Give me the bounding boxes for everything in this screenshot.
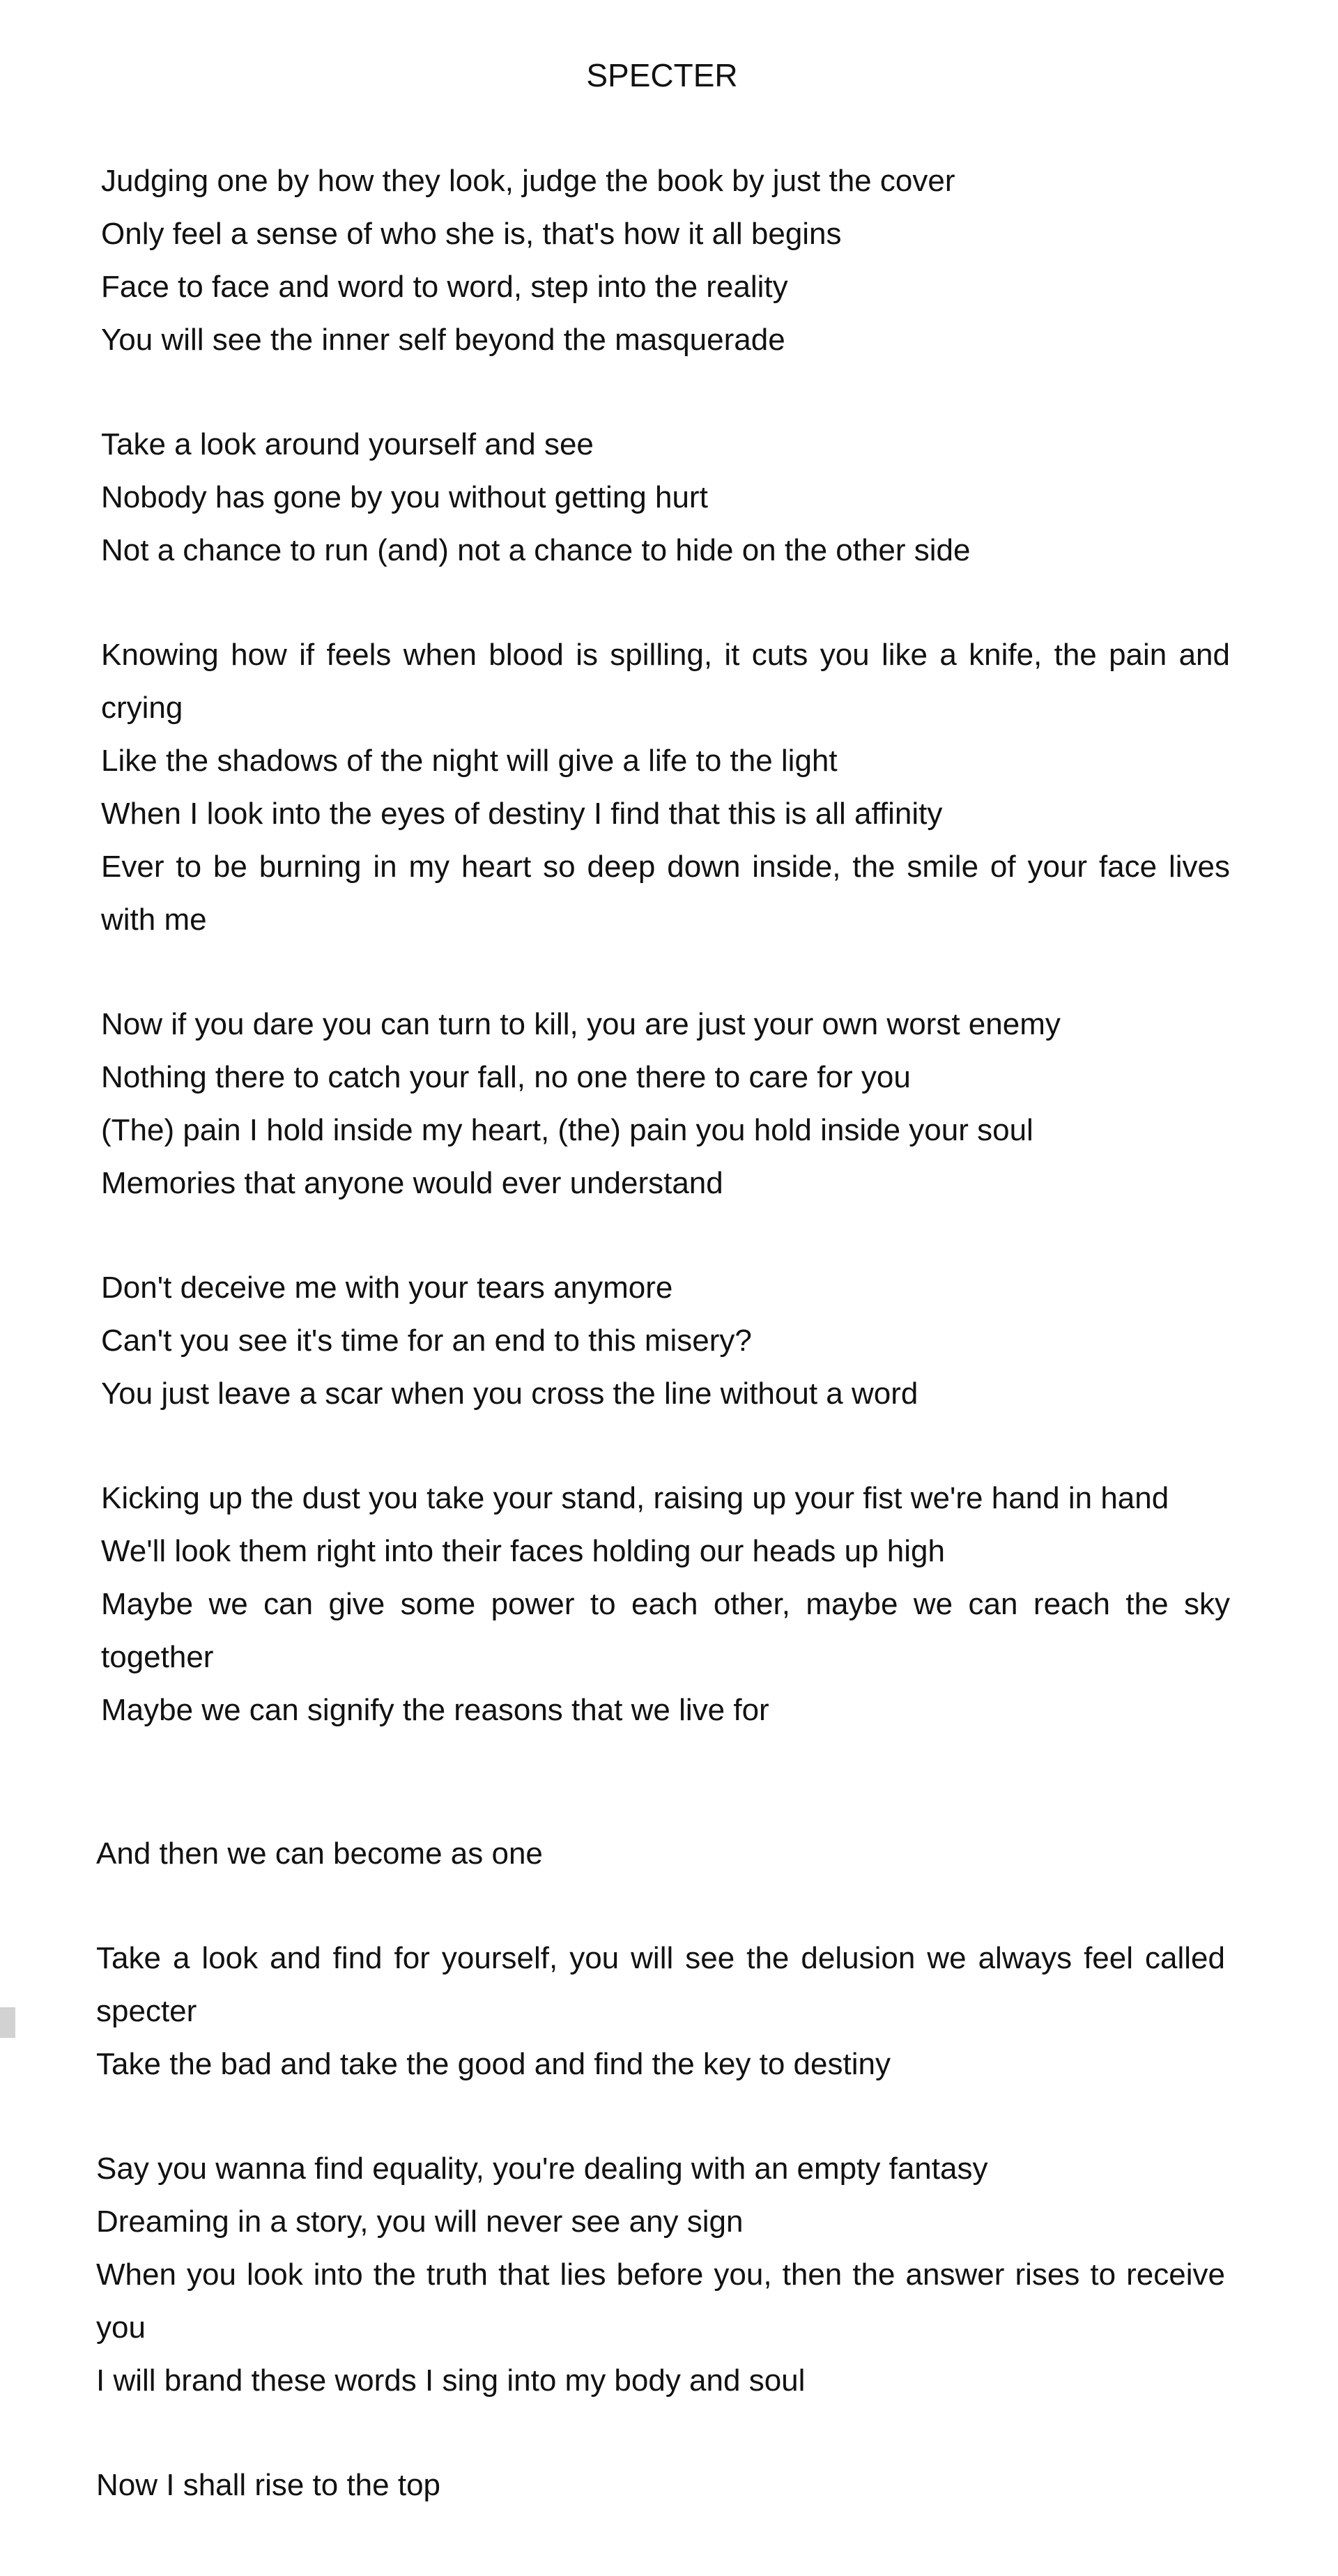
stanza-1 <box>101 155 1230 367</box>
lyric-line: Dreaming in a story, you will never see any sign <box>96 2205 744 2239</box>
lyric-line: Maybe we can give some power to each other, maybe we can reach the sky together <box>101 1587 1230 1674</box>
lyric-line: Say you wanna find equality, you're dealing with an empty fantasy <box>96 2152 988 2186</box>
lyric-line: Can't you see it's time for an end to this misery? <box>101 1324 752 1358</box>
lyric-line: Kicking up the dust you take your stand, raising up your fist we're hand in hand <box>101 1481 1169 1515</box>
lyric-line: Take the bad and take the good and find the key to destiny <box>96 2047 891 2081</box>
lyric-line: Maybe we can signify the reasons that we live for <box>101 1693 769 1727</box>
lyric-line: Knowing how if feels when blood is spilling, it cuts you like a knife, the pain and crying <box>101 638 1230 725</box>
lyric-line: When I look into the eyes of destiny I find that this is all affinity <box>101 797 943 831</box>
lyric-line: Don't deceive me with your tears anymore <box>101 1271 673 1305</box>
lyric-line: Only feel a sense of who she is, that's how it all begins <box>101 217 842 251</box>
stanza-4 <box>101 998 1230 1210</box>
lyric-line: We'll look them right into their faces holding our heads up high <box>101 1534 945 1568</box>
lyric-line: Judging one by how they look, judge the book by just the cover <box>101 164 955 198</box>
lyric-line: Take a look and find for yourself, you will see the delusion we always feel called specter <box>96 1941 1225 2028</box>
lyric-line: Now I shall rise to the top <box>96 2468 441 2502</box>
lyric-line: Take a look around yourself and see <box>101 427 594 461</box>
stanza-2 <box>101 418 1230 577</box>
lyric-line: Memories that anyone would ever understand <box>101 1166 723 1200</box>
lyric-line: (The) pain I hold inside my heart, (the) pain you hold inside your soul <box>101 1113 1033 1147</box>
song-title: SPECTER <box>586 57 738 93</box>
stanza-8 <box>96 1932 1225 2091</box>
stanza-7 <box>96 1827 1225 1880</box>
lyric-line: Nothing there to catch your fall, no one there to care for you <box>101 1060 911 1094</box>
left-edge-marker <box>0 2007 15 2038</box>
lyric-line: Face to face and word to word, step into the reality <box>101 270 788 304</box>
lyric-line: You just leave a scar when you cross the line without a word <box>101 1377 918 1411</box>
stanza-3 <box>101 629 1230 946</box>
lyric-line: Like the shadows of the night will give a life to the light <box>101 744 838 778</box>
stanza-10 <box>96 2459 1225 2512</box>
lyric-line: Now if you dare you can turn to kill, you are just your own worst enemy <box>101 1007 1061 1041</box>
lyric-line: When you look into the truth that lies before you, then the answer rises to receive you <box>96 2257 1225 2345</box>
lyric-line: And then we can become as one <box>96 1837 543 1871</box>
lyric-line: Nobody has gone by you without getting hurt <box>101 480 708 514</box>
lyric-line: You will see the inner self beyond the masquerade <box>101 323 785 357</box>
lyric-line: I will brand these words I sing into my body and soul <box>96 2363 806 2398</box>
stanza-9 <box>96 2142 1225 2407</box>
stanza-5 <box>101 1262 1230 1420</box>
stanza-6 <box>101 1472 1230 1737</box>
lyric-line: Ever to be burning in my heart so deep down inside, the smile of your face lives with me <box>101 850 1230 937</box>
lyric-line: Not a chance to run (and) not a chance to hide on the other side <box>101 533 971 567</box>
